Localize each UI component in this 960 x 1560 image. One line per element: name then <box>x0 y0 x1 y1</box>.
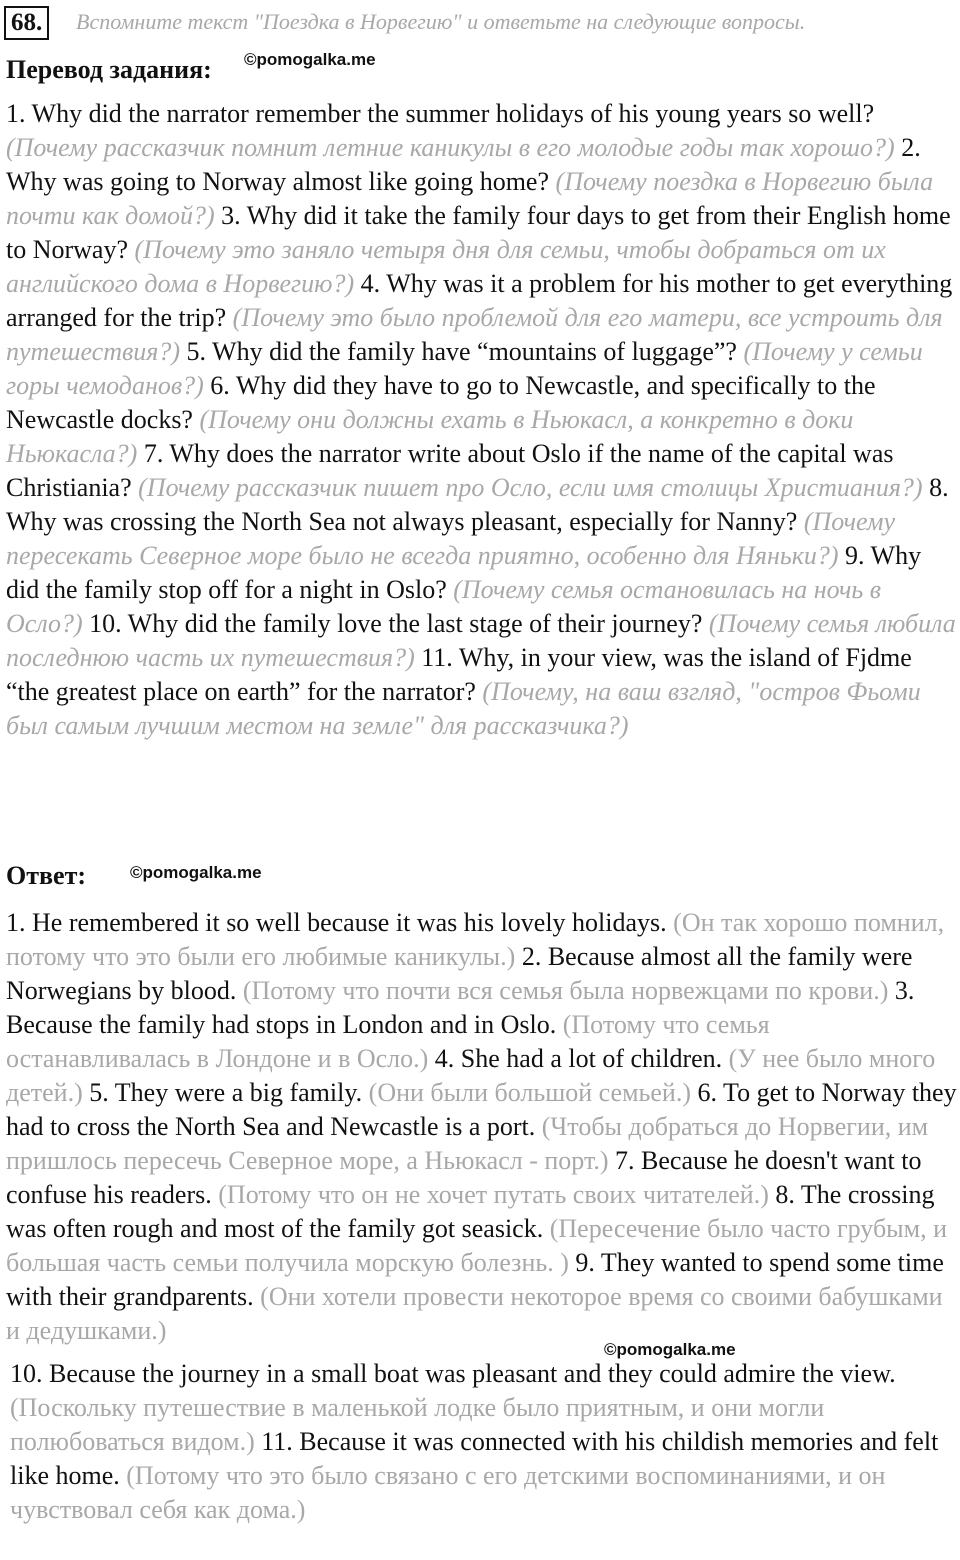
translation-heading: Перевод задания: <box>6 55 212 84</box>
answer-text: 2. Because almost all the family were Norwegians by blood. <box>6 942 913 1005</box>
watermark-middle: ©pomogalka.me <box>130 863 262 882</box>
question-translation: (Почему это заняло четыря дня для семьи, чтобы добраться от их английского дома в Норвегию?) <box>6 235 886 298</box>
answer-text: 1. He remembered it so well because it was his lovely holidays. <box>6 908 667 937</box>
question-translation: (Почему они должны ехать в Ньюкасл, а конкретно в доки Ньюкасла?) <box>6 405 854 468</box>
question-text: 11. Why, in your view, was the island of Fjdme “the greatest place on earth” for the narrator? <box>6 643 912 706</box>
question-translation: (Почему, на ваш взгляд, "остров Фьоми был самым лучшим местом на земле" для рассказчика?) <box>6 677 921 740</box>
answer-translation: (Он так хорошо помнил, потому что это были его любимые каникулы.) <box>6 908 945 971</box>
answer-translation: (Потому что семья останавливалась в Лондоне и в Осло.) <box>6 1010 770 1073</box>
answer-text: 11. Because it was connected with his childish memories and felt like home. <box>10 1427 939 1490</box>
question-translation: (Почему рассказчик помнит летние каникулы в его молодые годы так хорошо?) <box>6 133 895 162</box>
question-translation: (Почему семья остановилась на ночь в Осло?) <box>6 575 882 638</box>
question-text: 9. Why did the family stop off for a night in Oslo? <box>6 541 922 604</box>
question-text: 8. Why was crossing the North Sea not always pleasant, especially for Nanny? <box>6 473 949 536</box>
answer-translation: (Они были большой семьей.) <box>368 1078 691 1107</box>
question-text: 1. Why did the narrator remember the summer holidays of his young years so well? <box>6 99 875 128</box>
questions-block <box>6 97 958 743</box>
answer-text: 9. They wanted to spend some time with their grandparents. <box>6 1248 944 1311</box>
answer-text: 7. Because he doesn't want to confuse his readers. <box>6 1146 922 1209</box>
answer-translation: (Пересечение было часто грубым, и большая часть семьи получила морскую болезнь. ) <box>6 1214 948 1277</box>
watermark-top: ©pomogalka.me <box>244 50 376 69</box>
question-text: 6. Why did they have to go to Newcastle, and specifically to the Newcastle docks? <box>6 371 876 434</box>
answer-heading: Ответ: <box>6 861 87 890</box>
question-text: 4. Why was it a problem for his mother to get everything arranged for the trip? <box>6 269 953 332</box>
answer-text: 5. They were a big family. <box>89 1078 363 1107</box>
answer-translation: (У нее было много детей.) <box>6 1044 936 1107</box>
exercise-task: Вспомните текст "Поездка в Норвегию" и ответьте на следующие вопросы. <box>76 9 806 34</box>
question-text: 7. Why does the narrator write about Oslo if the name of the capital was Christiania? <box>6 439 894 502</box>
answer-translation: (Потому что он не хочет путать своих читателей.) <box>218 1180 769 1209</box>
question-text: 10. Why did the family love the last stage of their journey? <box>89 609 703 638</box>
exercise-number: 68. <box>4 6 49 40</box>
question-translation: (Почему поездка в Норвегию была почти как домой?) <box>6 167 934 230</box>
question-translation: (Почему пересекать Северное море было не всегда приятно, особенно для Няньки?) <box>6 507 896 570</box>
question-translation: (Почему это было проблемой для его матери, все устроить для путешествия?) <box>6 303 943 366</box>
watermark-bottom: ©pomogalka.me <box>604 1340 736 1359</box>
answers-block <box>6 906 958 1348</box>
answer-text: 10. Because the journey in a small boat was pleasant and they could admire the view. <box>10 1359 896 1388</box>
answer-translation: (Потому что почти вся семья была норвежцами по крови.) <box>242 976 889 1005</box>
answer-text: 4. She had a lot of children. <box>434 1044 723 1073</box>
answer-translation: (Они хотели провести некоторое время со своими бабушками и дедушками.) <box>6 1282 943 1345</box>
answer-text: 3. Because the family had stops in London and in Oslo. <box>6 976 915 1039</box>
question-translation: (Почему семья любила последнюю часть их путешествия?) <box>6 609 956 672</box>
question-translation: (Почему рассказчик пишет про Осло, если имя столицы Христиания?) <box>138 473 923 502</box>
question-text: 2. Why was going to Norway almost like going home? <box>6 133 921 196</box>
question-text: 5. Why did the family have “mountains of luggage”? <box>186 337 737 366</box>
answer-translation: (Чтобы добраться до Норвегии, им пришлось пересечь Северное море, а Ньюкасл - порт.) <box>6 1112 929 1175</box>
answer-text: 6. To get to Norway they had to cross the North Sea and Newcastle is a port. <box>6 1078 957 1141</box>
question-text: 3. Why did it take the family four days to get from their English home to Norway? <box>6 201 951 264</box>
question-translation: (Почему у семьи горы чемоданов?) <box>6 337 923 400</box>
answer-text: 8. The crossing was often rough and most of the family got seasick. <box>6 1180 935 1243</box>
answer-translation: (Поскольку путешествие в маленькой лодке было приятным, и они могли полюбоваться видом.) <box>10 1393 825 1456</box>
answer-translation: (Потому что это было связано с его детскими воспоминаниями, и он чувствовал себя как дома.) <box>10 1461 886 1524</box>
answers-block-tail <box>10 1357 958 1527</box>
